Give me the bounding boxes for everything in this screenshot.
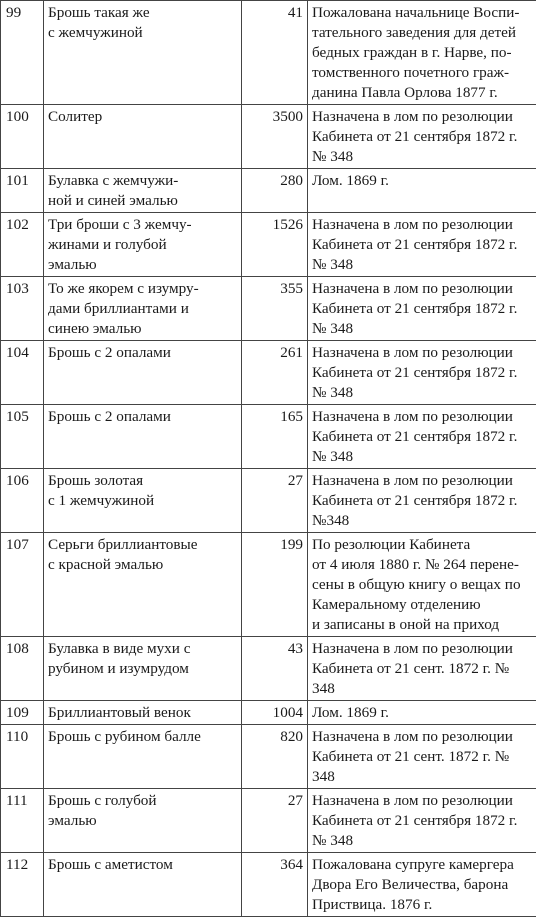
item-description: Три броши с 3 жемчу- жинами и голубой эмалью	[44, 213, 242, 277]
row-number: 104	[1, 341, 44, 405]
item-note: Лом. 1869 г.	[308, 169, 536, 213]
table-row	[1, 637, 536, 701]
item-note: Назначена в лом по резолюции Кабинета от 21 сентября 1872 г. № 348	[308, 277, 536, 341]
row-number: 107	[1, 533, 44, 637]
row-number: 103	[1, 277, 44, 341]
item-value: 3500	[242, 105, 308, 169]
item-description: Брошь с рубином балле	[44, 725, 242, 789]
item-value: 27	[242, 789, 308, 853]
row-number: 108	[1, 637, 44, 701]
row-number: 105	[1, 405, 44, 469]
item-value: 280	[242, 169, 308, 213]
table-row	[1, 169, 536, 213]
item-value: 43	[242, 637, 308, 701]
table-row	[1, 277, 536, 341]
item-note: По резолюции Кабинета от 4 июля 1880 г. № 264 перене- сены в общую книгу о вещах по Камеральному отделению и записаны в оной на приход	[308, 533, 536, 637]
table-row	[1, 789, 536, 853]
table-row	[1, 853, 536, 917]
table-row	[1, 701, 536, 725]
item-value: 199	[242, 533, 308, 637]
item-description: Брошь с 2 опалами	[44, 405, 242, 469]
item-description: Брошь с 2 опалами	[44, 341, 242, 405]
table-row	[1, 533, 536, 637]
table-row	[1, 725, 536, 789]
row-number: 111	[1, 789, 44, 853]
row-number: 102	[1, 213, 44, 277]
item-value: 1526	[242, 213, 308, 277]
item-description: Брошь золотая с 1 жемчужиной	[44, 469, 242, 533]
item-note: Назначена в лом по резолюции Кабинета от 21 сентября 1872 г. № 348	[308, 789, 536, 853]
item-note: Назначена в лом по резолюции Кабинета от 21 сентября 1872 г. №348	[308, 469, 536, 533]
row-number: 100	[1, 105, 44, 169]
row-number: 101	[1, 169, 44, 213]
table-row	[1, 405, 536, 469]
item-description: Бриллиантовый венок	[44, 701, 242, 725]
item-value: 261	[242, 341, 308, 405]
table-row	[1, 105, 536, 169]
item-description: Солитер	[44, 105, 242, 169]
item-note: Назначена в лом по резолюции Кабинета от 21 сентября 1872 г. № 348	[308, 213, 536, 277]
item-note: Назначена в лом по резолюции Кабинета от 21 сентября 1872 г. № 348	[308, 105, 536, 169]
item-note: Назначена в лом по резолюции Кабинета от 21 сентября 1872 г. № 348	[308, 341, 536, 405]
row-number: 99	[1, 1, 44, 105]
item-value: 165	[242, 405, 308, 469]
table-row	[1, 469, 536, 533]
table-row	[1, 1, 536, 105]
item-note: Пожалована супруге камергера Двора Его Величества, барона Приствица. 1876 г.	[308, 853, 536, 917]
row-number: 106	[1, 469, 44, 533]
row-number: 112	[1, 853, 44, 917]
row-number: 109	[1, 701, 44, 725]
item-description: Булавка с жемчужи- ной и синей эмалью	[44, 169, 242, 213]
item-note: Назначена в лом по резолюции Кабинета от 21 сентября 1872 г. № 348	[308, 405, 536, 469]
item-description: Брошь с аметистом	[44, 853, 242, 917]
item-note: Назначена в лом по резолюции Кабинета от 21 сент. 1872 г. № 348	[308, 725, 536, 789]
item-note: Назначена в лом по резолюции Кабинета от 21 сент. 1872 г. № 348	[308, 637, 536, 701]
item-description: Брошь такая же с жемчужиной	[44, 1, 242, 105]
item-value: 364	[242, 853, 308, 917]
table-row	[1, 341, 536, 405]
item-note: Пожалована начальнице Воспи- тательного заведения для детей бедных граждан в г. Нарве, по- томственного почетного граж- данина Павла Орлова 1877 г.	[308, 1, 536, 105]
row-number: 110	[1, 725, 44, 789]
item-value: 355	[242, 277, 308, 341]
item-note: Лом. 1869 г.	[308, 701, 536, 725]
item-description: Брошь с голубой эмалью	[44, 789, 242, 853]
item-value: 41	[242, 1, 308, 105]
item-value: 820	[242, 725, 308, 789]
item-value: 1004	[242, 701, 308, 725]
item-value: 27	[242, 469, 308, 533]
item-description: Булавка в виде мухи с рубином и изумрудом	[44, 637, 242, 701]
table-row	[1, 213, 536, 277]
item-description: То же якорем с изумру- дами бриллиантами и синею эмалью	[44, 277, 242, 341]
item-description: Серьги бриллиантовые с красной эмалью	[44, 533, 242, 637]
